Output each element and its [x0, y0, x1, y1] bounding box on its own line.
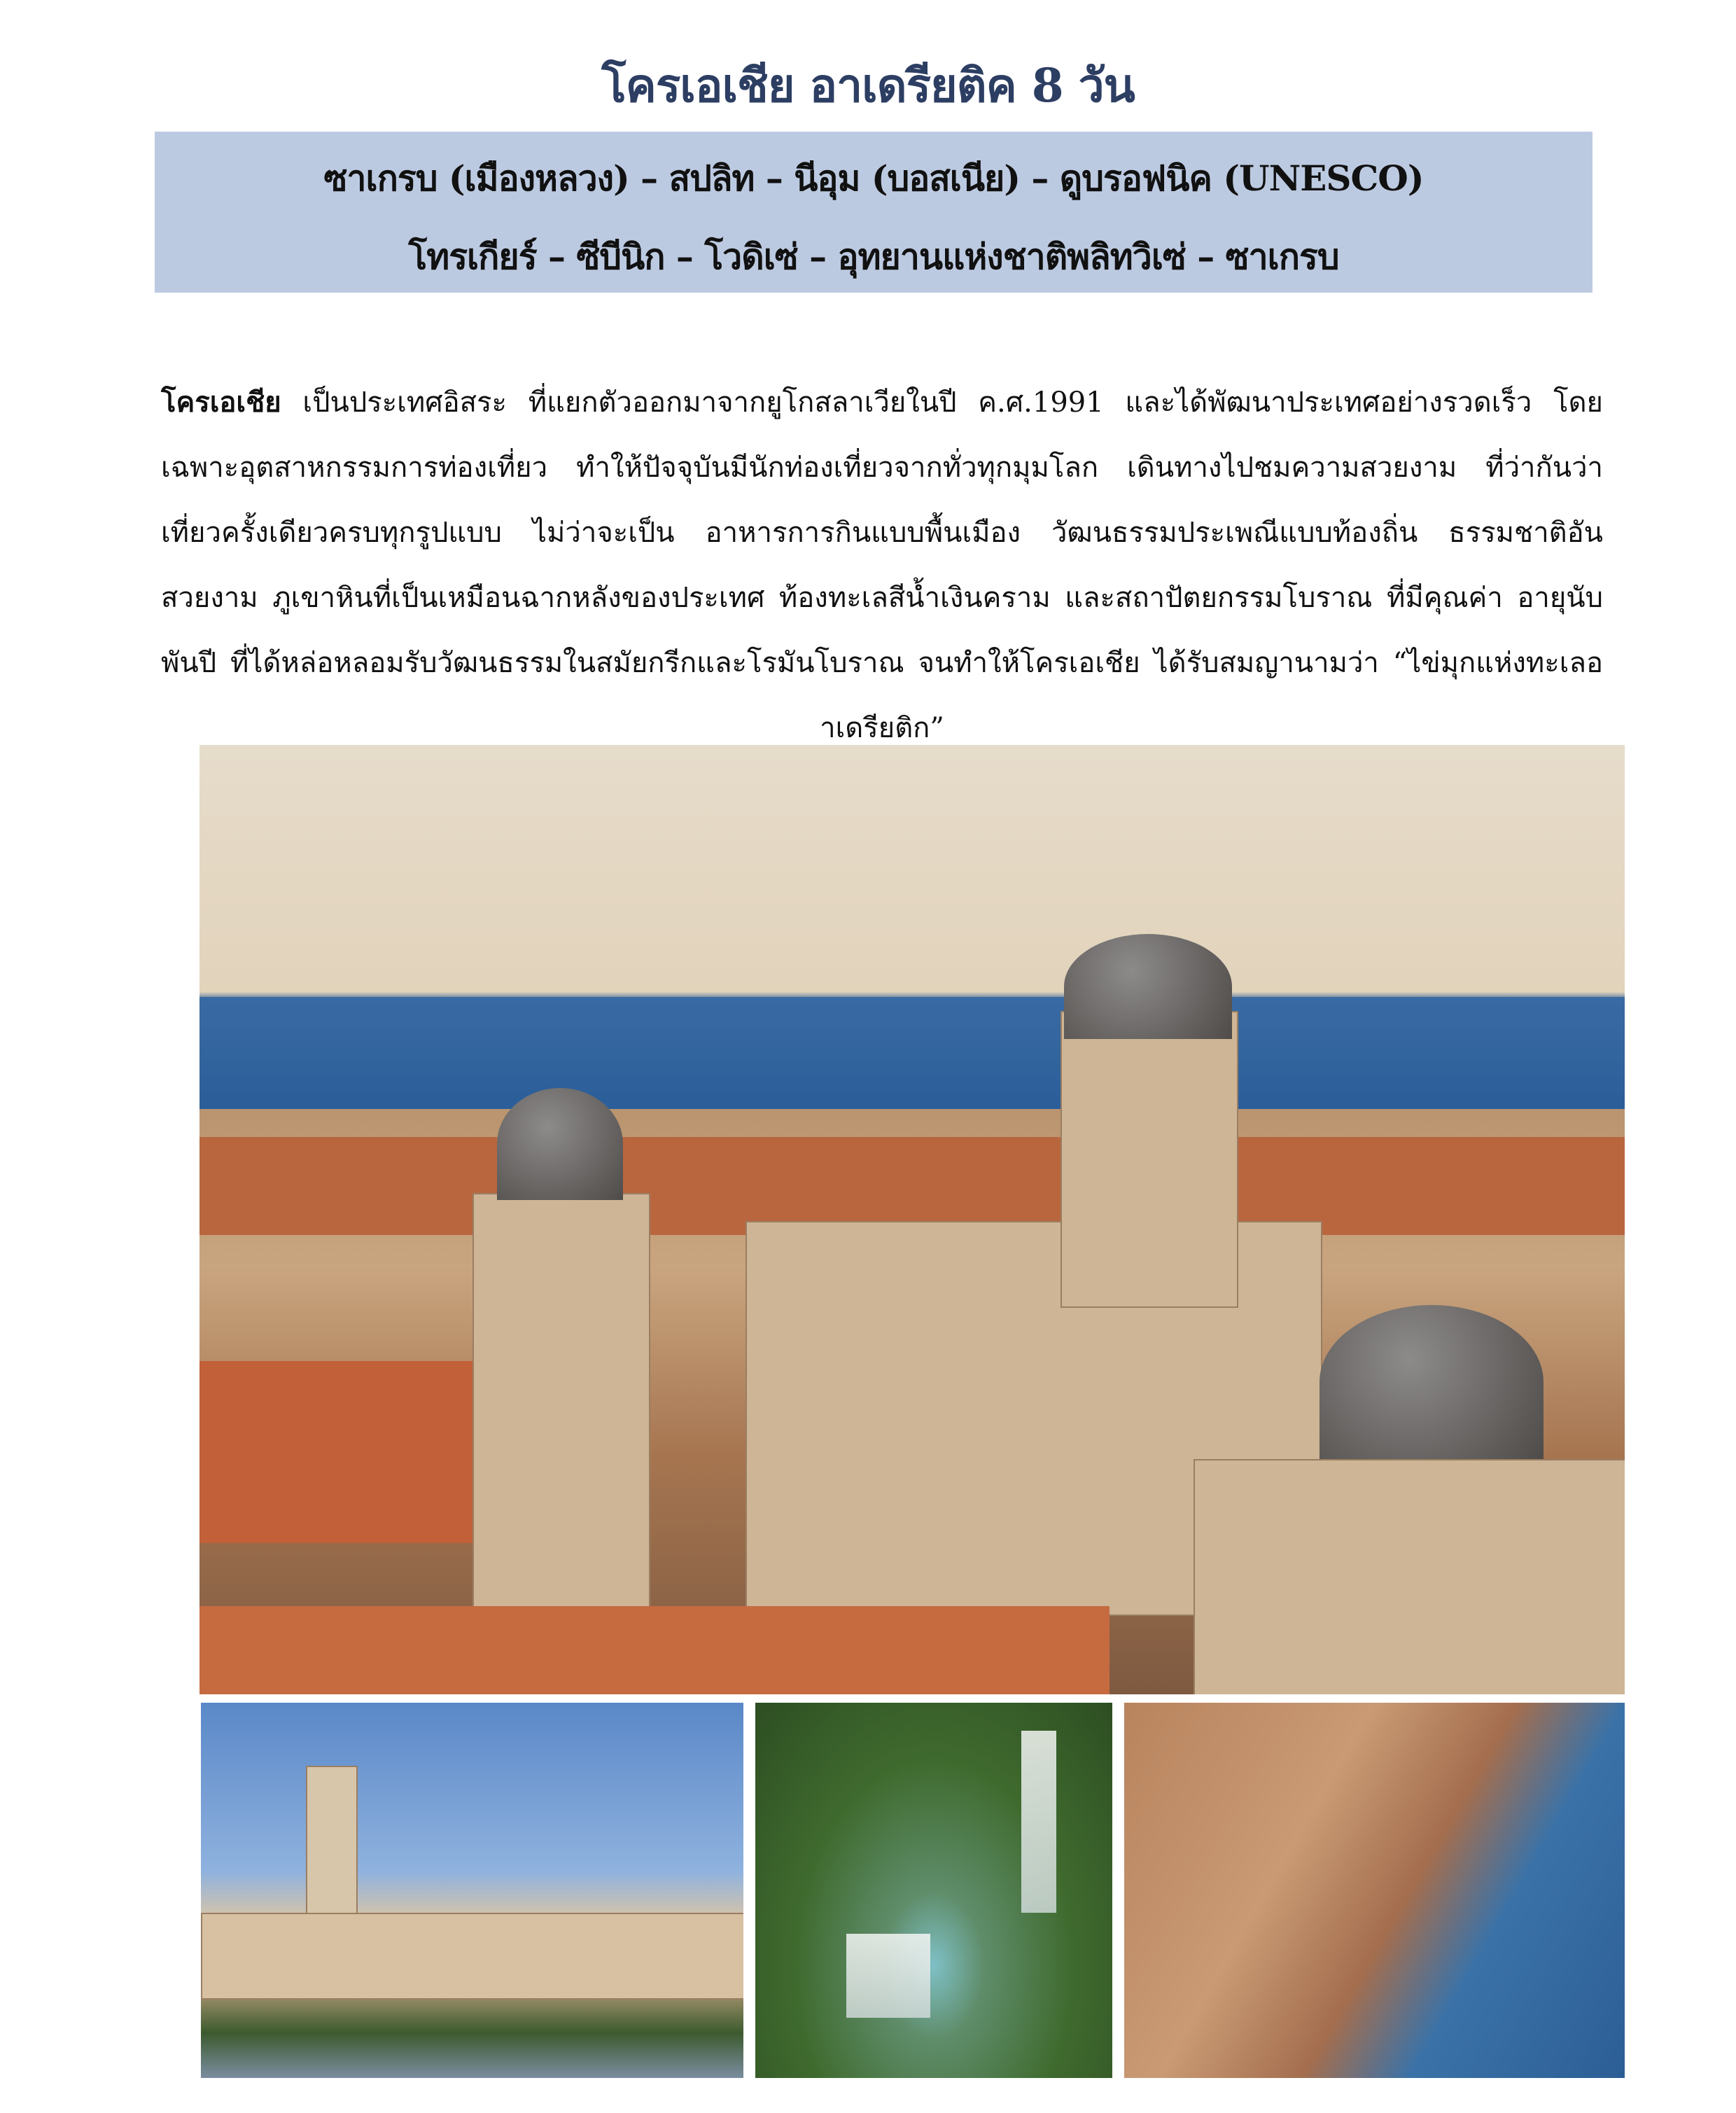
church — [1194, 1459, 1625, 1694]
waterfall — [846, 1934, 930, 2018]
page-title: โครเอเชีย อาเดรียติค 8 วัน — [601, 58, 1135, 113]
split-buildings — [201, 1913, 743, 2000]
split-photo — [201, 1703, 743, 2078]
route-banner — [155, 132, 1592, 293]
rooftops — [200, 1137, 1625, 1235]
roof-left — [200, 1361, 472, 1543]
waterfall — [1021, 1731, 1056, 1913]
cathedral-dome — [1064, 934, 1232, 1039]
sea — [200, 997, 1625, 1109]
intro-paragraph — [161, 370, 1603, 761]
plitvice-waterfall-photo — [755, 1703, 1112, 2078]
cathedral-drum — [1060, 1011, 1238, 1308]
intro-text: เป็นประเทศอิสระ ที่แยกตัวออกมาจากยูโกสลาเวียในปี ค.ศ.1991 และได้พัฒนาประเทศอย่างรวดเร็ว โดยเฉพาะอุตสาหกรรมการท่องเที่ยว ทำให้ปัจจุบันมีนักท่องเที่ยวจากทั่วทุกมุมโลก เดินทางไปชมความสวยงาม ที่ว่ากันว่า เที่ยวครั้งเดียวครบทุกรูปแบบ ไม่ว่าจะเป็น อาหารการกินแบบพื้นเมือง วัฒนธรรมประเพณีแบบท้องถิ่น ธรรมชาติอันสวยงาม ภูเขาหินที่เป็นเหมือนฉากหลังของประเทศ ท้องทะเลสีน้ำเงินคราม และสถาปัตยกรรมโบราณ ที่มีคุณค่า อายุนับพันปี ที่ได้หล่อหลอมรับวัฒนธรรมในสมัยกรีกและโรมันโบราณ จนทำให้โครเอเชีย ได้รับสมญานามว่า “ไข่มุกแห่งทะเลอาเดรียติก” — [161, 386, 1603, 744]
church-dome — [1320, 1305, 1544, 1459]
roof-front — [200, 1606, 1110, 1694]
intro-lead: โครเอเชีย — [161, 386, 281, 419]
bell-tower-dome — [497, 1088, 623, 1200]
route-line-2: โทรเกียร์ – ซีบีนิก – โวดิเซ่ – อุทยานแห่งชาติพลิทวิเซ่ – ซาเกรบ — [408, 236, 1339, 277]
dubrovnik-photo — [200, 745, 1625, 1694]
route-line-1: ซาเกรบ (เมืองหลวง) – สปลิท – นีอุม (บอสเนีย) – ดูบรอฟนิค (UNESCO) — [323, 158, 1424, 199]
old-town-harbor-photo — [1124, 1703, 1625, 2078]
